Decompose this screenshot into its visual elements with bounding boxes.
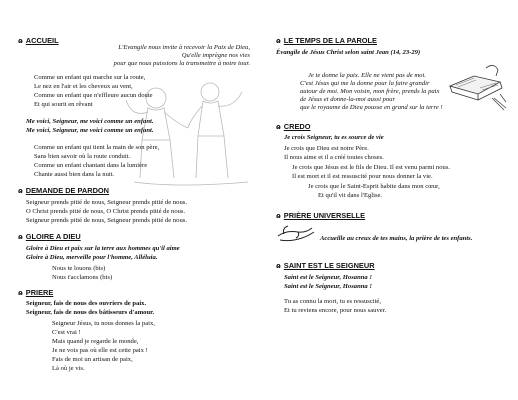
parole-quote-line: Je te donne la paix. Elle ne vient pas de moi. xyxy=(308,72,426,79)
credo-subtitle: Je crois Seigneur, tu es source de vie xyxy=(284,134,384,141)
parole-quote-line: que le royaume de Dieu pousse en grand sur la terre ! xyxy=(300,104,443,111)
credo-line: Il nous aime et il a créé toutes choses. xyxy=(284,154,384,161)
priere-bold-line: Seigneur, fais de nous des ouvriers de paix. xyxy=(26,300,147,307)
heading-marker-icon: ɷ xyxy=(18,187,23,195)
saint-bold-line: Saint est le Seigneur, Hosanna ! xyxy=(284,274,372,281)
priere-line: Mais quand je regarde le monde, xyxy=(52,338,139,345)
pardon-line: O Christ prends pitié de nous, O Christ prends pitié de nous. xyxy=(26,208,186,215)
heading-marker-icon: ɷ xyxy=(276,123,281,131)
accueil-intro-1: L'Evangile nous invite à recevoir la Paix de Dieu, xyxy=(118,44,250,51)
parole-quote-line: autour de moi. Mon voisin, mon frère, prends la paix xyxy=(300,88,440,95)
priere-line: C'est vrai ! xyxy=(52,329,81,336)
accueil-intro-3: pour que nous puissions la transmettre à notre tour. xyxy=(113,60,250,67)
parole-reference: Évangile de Jésus Christ selon saint Jean (14, 23-29) xyxy=(276,49,421,56)
credo-heading xyxy=(276,123,310,131)
credo-line: Et qu'il vit dans l'Eglise. xyxy=(318,192,383,199)
stanza1-line: Comme un enfant qui marche sur la route, xyxy=(34,74,146,81)
universelle-title: PRIÈRE UNIVERSELLE xyxy=(283,211,366,220)
priere-heading xyxy=(18,289,53,297)
saint-bold-line: Saint est le Seigneur, Hosanna ! xyxy=(284,283,372,290)
heading-marker-icon: ɷ xyxy=(276,262,281,270)
stanza2-line: Sans bien savoir où la route conduit. xyxy=(34,153,131,160)
gloire-sub-line: Nous t'acclamons (bis) xyxy=(52,274,113,281)
heading-marker-icon: ɷ xyxy=(276,37,281,45)
hands-icon xyxy=(276,222,316,246)
credo-line: Il est mort et il est ressuscité pour nous donner la vie. xyxy=(292,173,433,180)
credo-line: Je crois que Jésus est le fils de Dieu. Il est venu parmi nous. xyxy=(292,164,451,171)
accueil-title: ACCUEIL xyxy=(25,36,59,45)
heading-marker-icon: ɷ xyxy=(18,37,23,45)
credo-line: Je crois que le Saint-Esprit habite dans mon cœur, xyxy=(308,183,440,190)
priere-line: Là où je vis. xyxy=(52,365,85,372)
priere-line: Fais de moi un artisan de paix, xyxy=(52,356,133,363)
pardon-title: DEMANDE DE PARDON xyxy=(25,186,109,195)
stanza2-line: Comme un enfant qui tient la main de son père, xyxy=(34,144,160,151)
parole-title: LE TEMPS DE LA PAROLE xyxy=(283,36,377,45)
stanza1-line: Et qui sourit en rêvant xyxy=(34,101,93,108)
universelle-heading xyxy=(276,212,365,220)
saint-heading xyxy=(276,262,375,270)
accueil-intro-2: Qu'elle imprègne nos vies xyxy=(181,52,250,59)
gloire-line: Gloire à Dieu, merveille pour l'homme, Alléluia. xyxy=(26,254,158,261)
parole-quote-line: de Jésus et donne-la-moi aussi pour xyxy=(300,96,396,103)
priere-bold-line: Seigneur, fais de nous des bâtisseurs d'amour. xyxy=(26,309,155,316)
pardon-heading xyxy=(18,187,109,195)
parole-heading xyxy=(276,37,377,45)
saint-line: Et tu reviens encore, pour nous sauver. xyxy=(284,307,387,314)
credo-line: Je crois que Dieu est notre Père. xyxy=(284,145,369,152)
refrain-line: Me voici, Seigneur, me voici comme un enfant. xyxy=(26,118,154,125)
parole-quote-line: C'est Jésus qui me la donne pour la faire grandir xyxy=(300,80,430,87)
gloire-title: GLOIRE A DIEU xyxy=(25,232,81,241)
stanza2-line: Comme un enfant chantant dans la lumière xyxy=(34,162,148,169)
heading-marker-icon: ɷ xyxy=(276,212,281,220)
heading-marker-icon: ɷ xyxy=(18,289,23,297)
open-book-icon xyxy=(446,58,508,114)
gloire-heading xyxy=(18,233,81,241)
pardon-line: Seigneur prends pitié de nous, Seigneur prends pitié de nous. xyxy=(26,199,187,206)
pardon-line: Seigneur prends pitié de nous, Seigneur prends pitié de nous. xyxy=(26,217,187,224)
priere-title: PRIERE xyxy=(25,288,54,297)
priere-line: Seigneur Jésus, tu nous donnes la paix, xyxy=(52,320,155,327)
saint-title: SAINT EST LE SEIGNEUR xyxy=(283,261,375,270)
accueil-heading xyxy=(18,37,59,45)
heading-marker-icon: ɷ xyxy=(18,233,23,241)
priere-line: Je ne vois pas où elle est cette paix ! xyxy=(52,347,148,354)
stanza2-line: Chante aussi bien dans la nuit. xyxy=(34,171,115,178)
refrain-line: Me voici, Seigneur, me voici comme un enfant. xyxy=(26,127,154,134)
gloire-line: Gloire à Dieu et paix sur la terre aux hommes qu'il aime xyxy=(26,245,180,252)
universelle-text: Accueille au creux de tes mains, la prière de tes enfants. xyxy=(320,235,473,242)
stanza1-line: Comme un enfant que n'effleure aucun doute xyxy=(34,92,153,99)
saint-line: Tu as connu la mort, tu es ressuscité, xyxy=(284,298,382,305)
stanza1-line: Le nez en l'air et les cheveux au vent, xyxy=(34,83,133,90)
gloire-sub-line: Nous te louons (bis) xyxy=(52,265,106,272)
credo-title: CREDO xyxy=(283,122,311,131)
